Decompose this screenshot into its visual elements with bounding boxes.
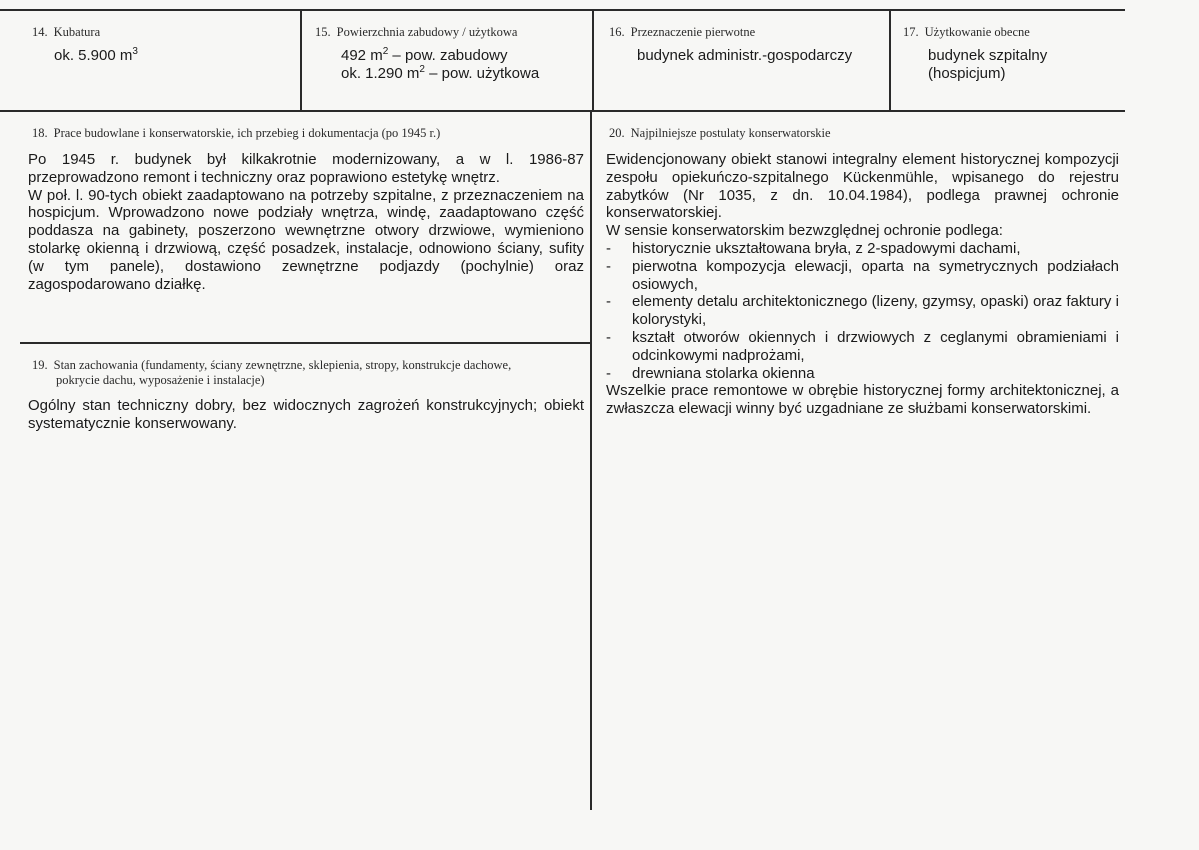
bullet-marker: - [606,293,611,311]
field-17-uzytkowanie [903,25,1118,83]
field-18-text [28,151,584,293]
field-17-label [903,25,1118,40]
field-14-kubatura [32,25,292,65]
field-15-value [315,47,585,83]
field-17-line2: (hospicjum) [928,65,1006,82]
field-14-value-sup: 3 [132,46,138,57]
field-15-line2 [341,65,585,83]
bullet-text: drewniana stolarka okienna [632,364,815,382]
field-20-paragraph-3: Wszelkie prace remontowe w obrębie historycznej formy architektonicznej, a zwłaszcza elewacji winny być uzgadniane ze służbami konserwatorskimi. [606,382,1119,418]
field-16-label-text: Przeznaczenie pierwotne [630,25,756,39]
field-17-number: 17. [903,25,919,39]
field-15-line1-a: 492 m [341,47,383,64]
field-14-label [32,25,292,40]
field-15-line2-b: – pow. użytkowa [424,65,540,82]
field-15-powierzchnia [315,25,585,83]
list-item [606,293,1119,329]
field-15-number: 15. [315,25,331,39]
list-item [606,240,1119,258]
field-18-prace-budowlane [28,126,584,293]
field-15-label [315,25,585,40]
field-19-number: 19. [32,358,48,372]
f18-bottom-line [20,342,591,344]
field-18-paragraph-1: Po 1945 r. budynek był kilkakrotnie modernizowany, a w l. 1986-87 przeprowadzono remont i techniczny oraz poprawiono estetykę wnętrz. [28,151,584,186]
field-15-line2-sup: 2 [419,64,425,75]
field-17-line1: budynek szpitalny [928,47,1048,64]
field-17-value [903,47,1118,83]
field-19-paragraph: Ogólny stan techniczny dobry, bez widocznych zagrożeń konstrukcyjnych; obiekt systematycznie konserwowany. [28,397,584,432]
field-14-value-text: ok. 5.900 m [54,47,133,64]
field-20-bullet-list [606,240,1119,382]
field-19-label-text-1: Stan zachowania (fundamenty, ściany zewnętrzne, sklepienia, stropy, konstrukcje dachowe, [53,358,512,372]
bullet-marker: - [606,328,611,346]
field-18-label [28,126,584,141]
field-20-label-text: Najpilniejsze postulaty konserwatorskie [630,126,831,140]
divider-14-15 [300,9,302,111]
list-item [606,365,1119,383]
bullet-marker: - [606,257,611,275]
field-20-paragraph-2: W sensie konserwatorskim bezwzględnej ochronie podlega: [606,222,1003,240]
list-item [606,329,1119,365]
bullet-marker: - [606,239,611,257]
field-16-value: budynek administr.-gospodarczy [637,47,853,64]
field-16-number: 16. [609,25,625,39]
field-20-postulaty [606,126,1119,418]
field-18-paragraph-2: W poł. l. 90-tych obiekt zaadaptowano na potrzeby szpitalne, z przeznaczeniem na hospicjum. Wprowadzono nowe podziały wnętrza, windę, zaadaptowano część poddasza na gabinety, poszerzono wewnętrzne otwory drzwiowe, wymieniono stolarkę okienną i drzwiową, część posadzek, instalacje, odnowiono ściany, sufity (w tym panele), dostawiono zewnętrzne podjazdy (pochylnie) oraz zagospodarowano działkę. [28,186,584,293]
divider-16-17 [889,9,891,111]
field-20-number: 20. [609,126,625,140]
field-20-paragraph-1: Ewidencjonowany obiekt stanowi integralny element historycznej kompozycji zespołu opiekuńczo-szpitalnego Kückenmühle, wpisanego do rejestru zabytków (Nr 1035, z dn. 10.04.1984), podlega prawnej ochronie konserwatorskiej. [606,151,1119,222]
bullet-text: historycznie ukształtowana bryła, z 2-spadowymi dachami, [632,239,1021,257]
field-15-label-text: Powierzchnia zabudowy / użytkowa [336,25,518,39]
field-19-stan-zachowania [28,358,584,433]
divider-15-16 [592,9,594,111]
field-20-text [606,151,1119,418]
field-16-przeznaczenie [609,25,884,65]
field-15-line2-a: ok. 1.290 m [341,65,420,82]
field-19-label-line2: pokrycie dachu, wyposażenie i instalacje) [56,373,265,387]
field-16-label [609,25,884,40]
row1-bottom-line [0,110,1125,112]
bullet-marker: - [606,364,611,382]
field-17-label-text: Użytkowanie obecne [924,25,1030,39]
field-14-value [32,47,292,65]
field-15-line1-b: – pow. zabudowy [388,47,508,64]
divider-main [590,110,592,810]
field-19-label [28,358,584,388]
field-18-number: 18. [32,126,48,140]
field-20-label [606,126,1119,141]
bullet-text: pierwotna kompozycja elewacji, oparta na symetrycznych podziałach osiowych, [632,257,1119,293]
bullet-text: kształt otworów okiennych i drzwiowych z ceglanymi obramieniami i odcinkowymi nadprożami, [632,328,1119,364]
field-18-label-text: Prace budowlane i konserwatorskie, ich przebieg i dokumentacja (po 1945 r.) [53,126,441,140]
bullet-text: elementy detalu architektonicznego (lizeny, gzymsy, opaski) oraz faktury i kolorystyki, [632,293,1119,329]
top-border-line [0,9,1125,11]
field-14-label-text: Kubatura [53,25,101,39]
field-19-label-line1 [32,358,584,373]
field-15-line1-sup: 2 [382,46,389,57]
list-item [606,258,1119,294]
field-15-line1 [341,47,585,65]
field-19-text [28,397,584,433]
field-14-number: 14. [32,25,48,39]
